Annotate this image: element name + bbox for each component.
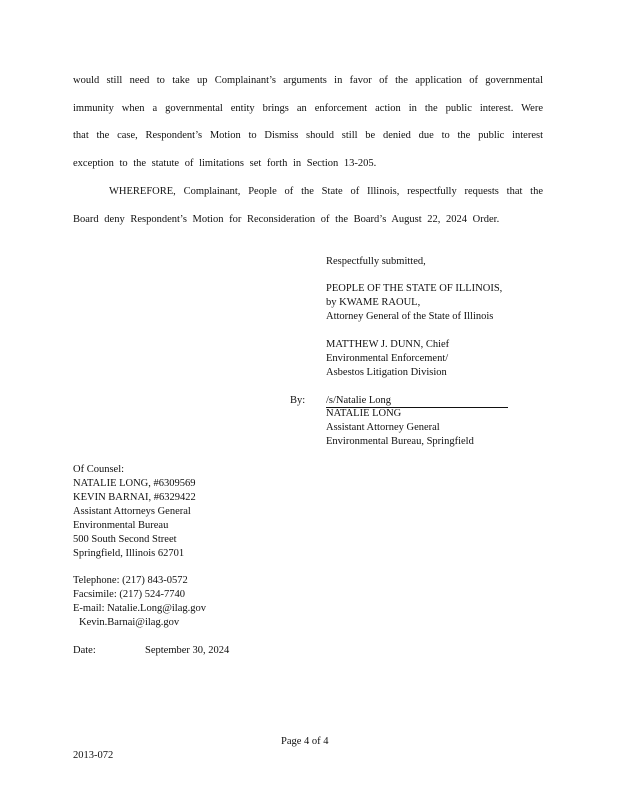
email-natalie: E-mail: Natalie.Long@ilag.gov [73,603,207,614]
chief-line-3: Asbestos Litigation Division [326,367,447,378]
telephone: Telephone: (217) 843-0572 [73,575,188,586]
people-line-2: by KWAME RAOUL, [326,297,421,308]
body-line-1: would still need to take up Complainant’s arguments in favor of the application of governmental [73,75,543,86]
facsimile: Facsimile: (217) 524-7740 [73,589,185,600]
closing [326,255,426,269]
counsel-line-5: Environmental Bureau [73,520,169,531]
counsel-line-6: 500 South Second Street [73,534,177,545]
body-line-2: immunity when a governmental entity brings an enforcement action in the public interest. Were [73,103,543,114]
body-line-4: exception to the statute of limitations set forth in Section 13-205. [73,158,377,169]
counsel-block [73,463,196,561]
signature-line [326,394,508,408]
chief-line-1: MATTHEW J. DUNN, Chief [326,339,450,350]
people-line-1: PEOPLE OF THE STATE OF ILLINOIS, [326,283,503,294]
email-kevin: Kevin.Barnai@ilag.gov [79,617,180,628]
signer-line-3: Environmental Bureau, Springfield [326,436,474,447]
chief-line-2: Environmental Enforcement/ [326,353,449,364]
by-label: By: [290,395,306,406]
body-line-3: that the case, Respondent’s Motion to Dismiss should still be denied due to the public interest [73,130,543,141]
date-value: September 30, 2024 [145,645,230,656]
signer-line-1: NATALIE LONG [326,408,402,419]
contact-block [73,574,206,630]
closing-text: Respectfully submitted, [326,256,426,267]
counsel-line-3: KEVIN BARNAI, #6329422 [73,492,196,503]
page-number: Page 4 of 4 [281,736,329,747]
body-line-5: WHEREFORE, Complainant, People of the State of Illinois, respectfully requests that the [109,186,543,197]
signer-line-2: Assistant Attorney General [326,422,440,433]
counsel-line-2: NATALIE LONG, #6309569 [73,478,196,489]
signer-block [326,407,474,449]
body-line-6: Board deny Respondent’s Motion for Reconsideration of the Board’s August 22, 2024 Order. [73,214,500,225]
chief-block [326,338,449,380]
counsel-line-7: Springfield, Illinois 62701 [73,548,185,559]
case-number: 2013-072 [73,750,114,761]
date-label: Date: [73,645,96,656]
people-block [326,282,502,324]
people-line-3: Attorney General of the State of Illinois [326,311,494,322]
counsel-line-1: Of Counsel: [73,464,125,475]
signed-name: /s/Natalie Long [326,395,508,408]
counsel-line-4: Assistant Attorneys General [73,506,191,517]
